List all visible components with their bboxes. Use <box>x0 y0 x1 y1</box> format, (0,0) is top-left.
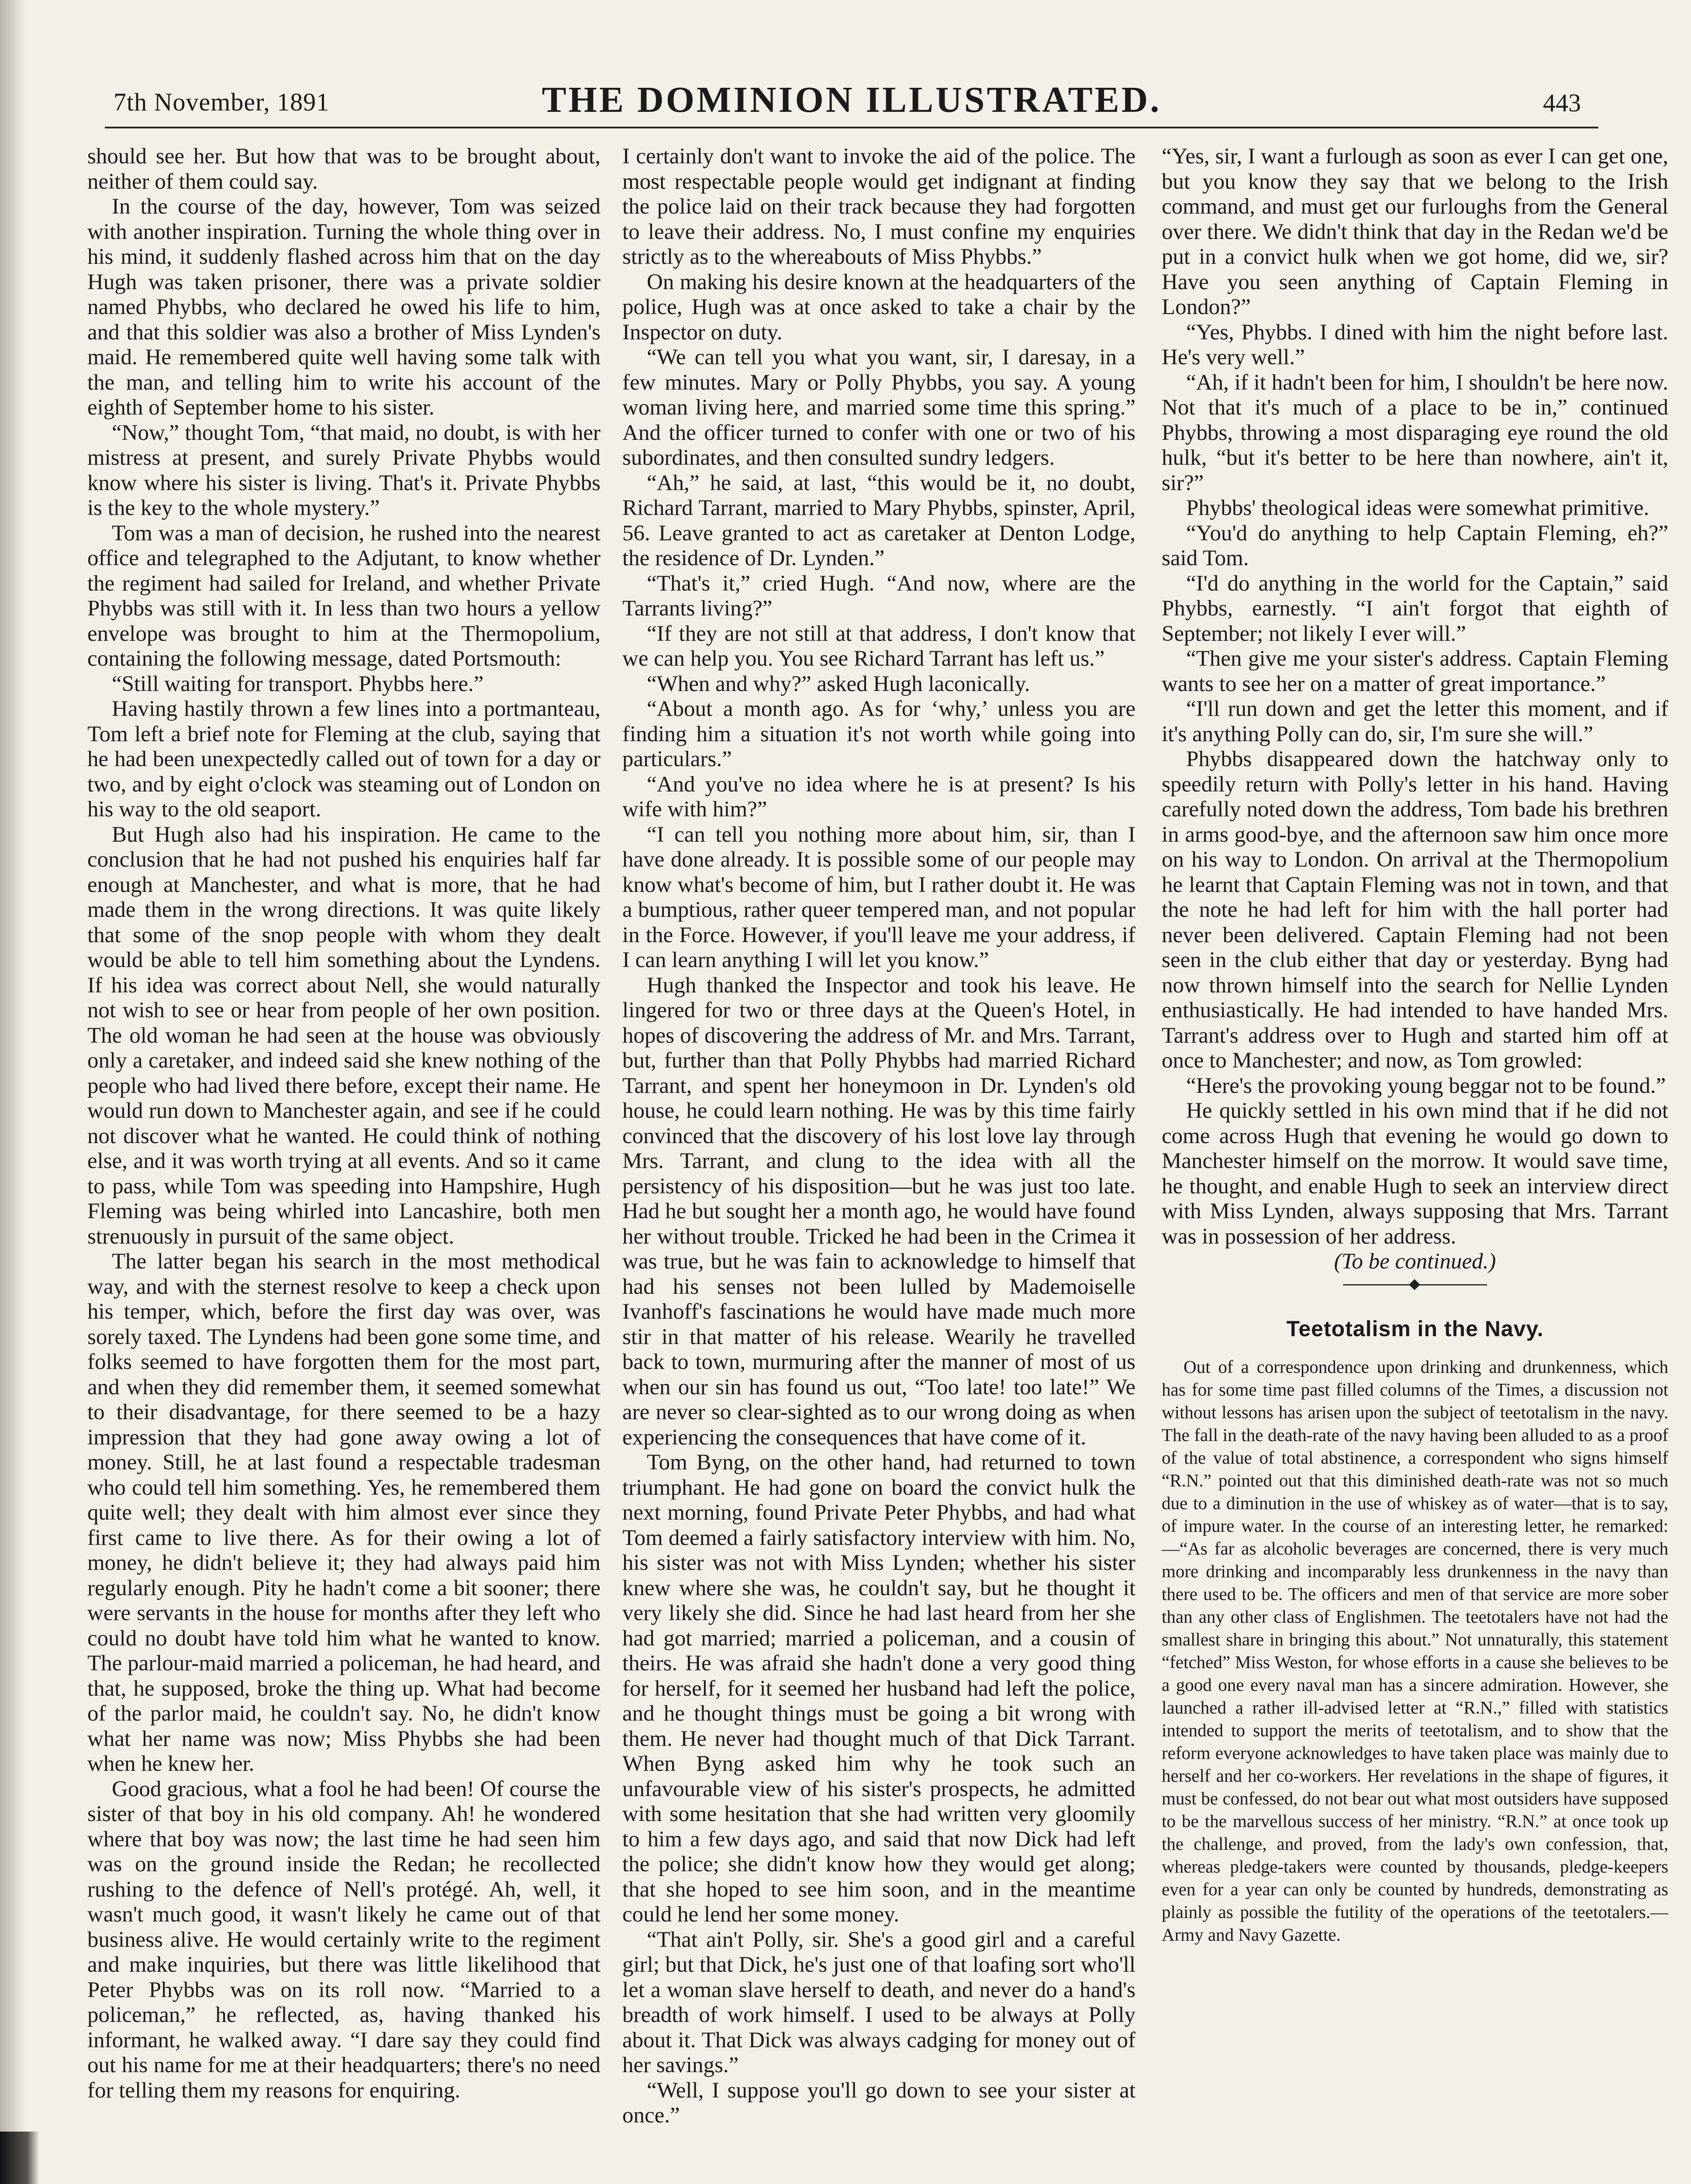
paragraph: On making his desire known at the headquarters of the police, Hugh was at once asked to take a chair by the Inspector on duty. <box>622 270 1135 345</box>
paragraph: “Here's the provoking young beggar not to be found.” <box>1186 1073 1666 1098</box>
paragraph: Tom was a man of decision, he rushed into the nearest office and telegraphed to the Adjutant, to know whether the regiment had sailed for Ireland, and whether Private Phybbs was still with it. In less than two hours a yellow envelope was brought to him at the Thermopolium, containing the following message, dated Portsmouth: <box>87 521 600 671</box>
paragraph: “Still waiting for transport. Phybbs here.” <box>112 671 484 696</box>
paragraph: “We can tell you what you want, sir, I daresay, in a few minutes. Mary or Polly Phybbs, you say. A young woman living here, and married some time this spring.” And the officer turned to confer with one or two of his subordinates, and then consulted sundry ledgers. <box>622 345 1135 470</box>
paragraph: “If they are not still at that address, I don't know that we can help you. You see Richard Tarrant has left us.” <box>622 621 1135 671</box>
paragraph: “When and why?” asked Hugh laconically. <box>647 671 1030 696</box>
paragraph: Having hastily thrown a few lines into a portmanteau, Tom left a brief note for Fleming at the club, saying that he had been unexpectedly called out of town for a day or two, and by eight o'clock was steaming out of London on his way to the old seaport. <box>87 697 600 822</box>
binding-edge <box>0 2132 39 2184</box>
paragraph: “Well, I suppose you'll go down to see your sister at once.” <box>622 2078 1135 2128</box>
paragraph: “Then give me your sister's address. Captain Fleming wants to see her on a matter of great importance.” <box>1162 646 1668 696</box>
paragraph: “Ah, if it hadn't been for him, I shouldn't be here now. Not that it's much of a place to be in,” continued Phybbs, throwing a most disparaging eye round the old hulk, “but it's better to be here than nowhere, ain't it, sir?” <box>1162 370 1668 495</box>
header-rule <box>105 127 1598 128</box>
paragraph: He quickly settled in his own mind that if he did not come across Hugh that evening he would go down to Manchester himself on the morrow. It would save time, he thought, and enable Hugh to seek an interview direct with Miss Lynden, always supposing that Mrs. Tarrant was in possession of her address. <box>1162 1099 1668 1249</box>
page-number: 443 <box>1543 89 1581 117</box>
paragraph: Hugh thanked the Inspector and took his leave. He lingered for two or three days at the Queen's Hotel, in hopes of discovering the address of Mr. and Mrs. Tarrant, but, further than that Polly Phybbs had married Richard Tarrant, and spent her honeymoon in Dr. Lynden's old house, he could learn nothing. He was by this time fairly convinced that the discovery of his lost love lay through Mrs. Tarrant, and clung to the idea with all the persistency of his disposition—but he was just too late. Had he but sought her a month ago, he would have found her without trouble. Tricked he had been in the Crimea it was true, but he was fain to acknowledge to himself that had his senses not been lulled by Mademoiselle Ivanhoff's fascinations he would have made much more stir in that matter of his release. Wearily he travelled back to town, murmuring after the manner of most of us when our sin has found us out, “Too late! too late!” We are never so clear-sighted as to our wrong doing as when experiencing the consequences that have come of it. <box>622 973 1135 1450</box>
page-header <box>105 79 1598 122</box>
paragraph: Phybbs' theological ideas were somewhat primitive. <box>1186 496 1650 520</box>
column-2 <box>622 144 1135 2184</box>
masthead-title: THE DOMINION ILLUSTRATED. <box>542 79 1162 120</box>
paragraph: “You'd do anything to help Captain Fleming, eh?” said Tom. <box>1162 521 1668 570</box>
paragraph: “Ah,” he said, at last, “this would be it, no doubt, Richard Tarrant, married to Mary Phybbs, spinster, April, 56. Leave granted to act as caretaker at Denton Lodge, the residence of Dr. Lynden.” <box>622 470 1135 570</box>
paragraph: Out of a correspondence upon drinking and drunkenness, which has for some time past filled columns of the Times, a discussion not without lessons has arisen upon the subject of teetotalism in the navy. The fall in the death-rate of the navy having been alluded to as a proof of the value of total abstinence, a correspondent who signs himself “R.N.” pointed out that this diminished death-rate was not so much due to a diminution in the use of whiskey as of water—that is to say, of impure water. In the course of an interesting letter, he remarked:—“As far as alcoholic beverages are concerned, there is very much more drinking and incomparably less drunkenness in the navy than there used to be. The officers and men of that service are more sober than any other class of Englishmen. The teetotalers have not had the smallest share in bringing this about.” Not unnaturally, this statement “fetched” Miss Weston, for whose efforts in a cause she believes to be a good one every naval man has a sincere admiration. However, she launched a rather ill-advised letter at “R.N.,” filled with statistics intended to support the merits of teetotalism, and to show that the reform everyone acknowledges to have taken place was mainly due to herself and her co-workers. Her revelations in the shape of figures, it must be confessed, do not bear out what most outsiders have supposed to be the marvellous success of her ministry. “R.N.” at once took up the challenge, and proved, from the lady's own confession, that, whereas pledge-takers were counted by thousands, pledge-keepers even for a year can only be counted by hundreds, demonstrating as plainly as possible the futility of the operations of the teetotalers.—Army and Navy Gazette. <box>1162 1357 1668 1945</box>
paragraph: Tom Byng, on the other hand, had returned to town triumphant. He had gone on board the convict hulk the next morning, found Private Peter Phybbs, and had what Tom deemed a fairly satisfactory interview with him. No, his sister was not with Miss Lynden; whether his sister knew where she was, he couldn't say, but he thought it very likely she did. Since he had last heard from her she had got married; married a policeman, and a cousin of theirs. He was afraid she hadn't done a very good thing for herself, for it seemed her husband had left the police, and he thought things must be going a bit wrong with them. He never had thought much of that Dick Tarrant. When Byng asked him why he took such an unfavourable view of his sister's prospects, he admitted with some hesitation that she had written very gloomily to him a few days ago, and said that now Dick had left the police; she didn't know how they would get along; that she hoped to see him soon, and in the meantime could he lend her some money. <box>622 1450 1135 1927</box>
diamond-ornament-icon <box>1409 1279 1420 1290</box>
paragraph: “I'd do anything in the world for the Captain,” said Phybbs, earnestly. “I ain't forgot that eighth of September; not likely I ever will.” <box>1162 571 1668 646</box>
paragraph: “That ain't Polly, sir. She's a good girl and a careful girl; but that Dick, he's just one of that loafing sort who'll let a woman slave herself to death, and never do a hand's breadth of work himself. I used to be always at Polly about it. That Dick was always cadging for money out of her savings.” <box>622 1927 1135 2077</box>
paragraph: But Hugh also had his inspiration. He came to the conclusion that he had not pushed his enquiries half far enough at Manchester, and what is more, that he had made them in the wrong directions. It was quite likely that some of the snop people with whom they dealt would be able to tell him something about the Lyndens. If his idea was correct about Nell, she would naturally not wish to see or hear from people of her own position. The old woman he had seen at the house was obviously only a caretaker, and indeed said she knew nothing of the people who had lived there before, except their name. He would run down to Manchester again, and see if he could not discover what he wanted. He could think of nothing else, and it was worth trying at all events. And so it came to pass, while Tom was speeding into Hampshire, Hugh Fleming was being whirled into Lancashire, both men strenuously in pursuit of the same object. <box>87 822 600 1249</box>
paragraph: Phybbs disappeared down the hatchway only to speedily return with Polly's letter in his hand. Having carefully noted down the address, Tom bade his brethren in arms good-bye, and the afternoon saw him once more on his way to London. On arrival at the Thermopolium he learnt that Captain Fleming was not in town, and that the note he had left for him with the hall porter had never been delivered. Captain Fleming had not been seen in the club either that day or yesterday. Byng had now thrown himself into the search for Nellie Lynden enthusiastically. He had intended to have handed Mrs. Tarrant's address over to Hugh and started him off at once to Manchester; and now, as Tom growled: <box>1162 747 1668 1073</box>
paragraph: The latter began his search in the most methodical way, and with the sternest resolve to keep a check upon his temper, which, before the first day was over, was sorely taxed. The Lyndens had been gone some time, and folks seemed to have forgotten them for the most part, and when they did remember them, it seemed somewhat to their disadvantage, for there seemed to be a hazy impression that they had gone away owing a lot of money. Still, he at last found a respectable tradesman who could tell him something. Yes, he remembered them quite well; they dealt with him almost ever since they first came to live there. As for their owing a lot of money, he didn't believe it; they had always paid him regularly enough. Pity he hadn't come a bit sooner; there were servants in the house for months after they left who could no doubt have told him what he wanted to know. The parlour-maid married a policeman, he had heard, and that, he supposed, broke the thing up. What had become of the parlor maid, he couldn't say. No, he didn't know what her name was now; Miss Phybbs she had been when he knew her. <box>87 1249 600 1776</box>
to-be-continued: (To be continued.) <box>1334 1249 1496 1274</box>
column-3 <box>1162 144 1668 2184</box>
section-divider-ornament <box>1343 1279 1487 1290</box>
paragraph: “And you've no idea where he is at present? Is his wife with him?” <box>622 772 1135 822</box>
paragraph: “Yes, Phybbs. I dined with him the night before last. He's very well.” <box>1162 320 1668 370</box>
article-title: Teetotalism in the Navy. <box>1286 1316 1544 1341</box>
paragraph: In the course of the day, however, Tom was seized with another inspiration. Turning the whole thing over in his mind, it suddenly flashed across him that on the day Hugh was taken prisoner, there was a private soldier named Phybbs, who declared he owed his life to him, and that this soldier was also a brother of Miss Lynden's maid. He remembered quite well having some talk with the man, and telling him to write his account of the eighth of September home to his sister. <box>87 194 600 420</box>
paragraph: “That's it,” cried Hugh. “And now, where are the Tarrants living?” <box>622 571 1135 621</box>
paragraph: “Yes, sir, I want a furlough as soon as ever I can get one, but you know they say that we belong to the Irish command, and must get our furloughs from the General over there. We didn't think that day in the Redan we'd be put in a convict hulk when we got home, did we, sir? Have you seen anything of Captain Fleming in London?” <box>1162 144 1668 319</box>
paragraph: “I can tell you nothing more about him, sir, than I have done already. It is possible some of our people may know what's become of him, but I rather doubt it. He was a bumptious, rather queer tempered man, and not popular in the Force. However, if you'll leave me your address, if I can learn anything I will let you know.” <box>622 822 1135 972</box>
paragraph: “About a month ago. As for ‘why,’ unless you are finding him a situation it's not worth while going into particulars.” <box>622 697 1135 771</box>
paragraph: I certainly don't want to invoke the aid of the police. The most respectable people would get indignant at finding the police laid on their track because they had forgotten to leave their address. No, I must confine my enquiries strictly as to the whereabouts of Miss Phybbs.” <box>622 144 1135 269</box>
binding-shadow <box>0 0 26 2184</box>
paragraph: “Now,” thought Tom, “that maid, no doubt, is with her mistress at present, and surely Private Phybbs would know where his sister is living. That's it. Private Phybbs is the key to the whole mystery.” <box>87 420 600 520</box>
paragraph: Good gracious, what a fool he had been! Of course the sister of that boy in his old company. Ah! he wondered where that boy was now; the last time he had seen him was on the ground inside the Redan; he recollected rushing to the defence of Nell's protégé. Ah, well, it wasn't much good, it wasn't likely he came out of that business alive. He would certainly write to the regiment and make inquiries, but there was little likelihood that Peter Phybbs was on its roll now. “Married to a policeman,” he reflected, as, having thanked his informant, he walked away. “I dare say they could find out his name for me at their headquarters; there's no need for telling them my reasons for enquiring. <box>87 1776 600 2103</box>
paragraph: should see her. But how that was to be brought about, neither of them could say. <box>87 144 600 194</box>
column-1 <box>87 144 600 2184</box>
paragraph: “I'll run down and get the letter this moment, and if it's anything Polly can do, sir, I'm sure she will.” <box>1162 697 1668 746</box>
article-body <box>1162 1355 1668 1946</box>
issue-date: 7th November, 1891 <box>114 88 330 116</box>
